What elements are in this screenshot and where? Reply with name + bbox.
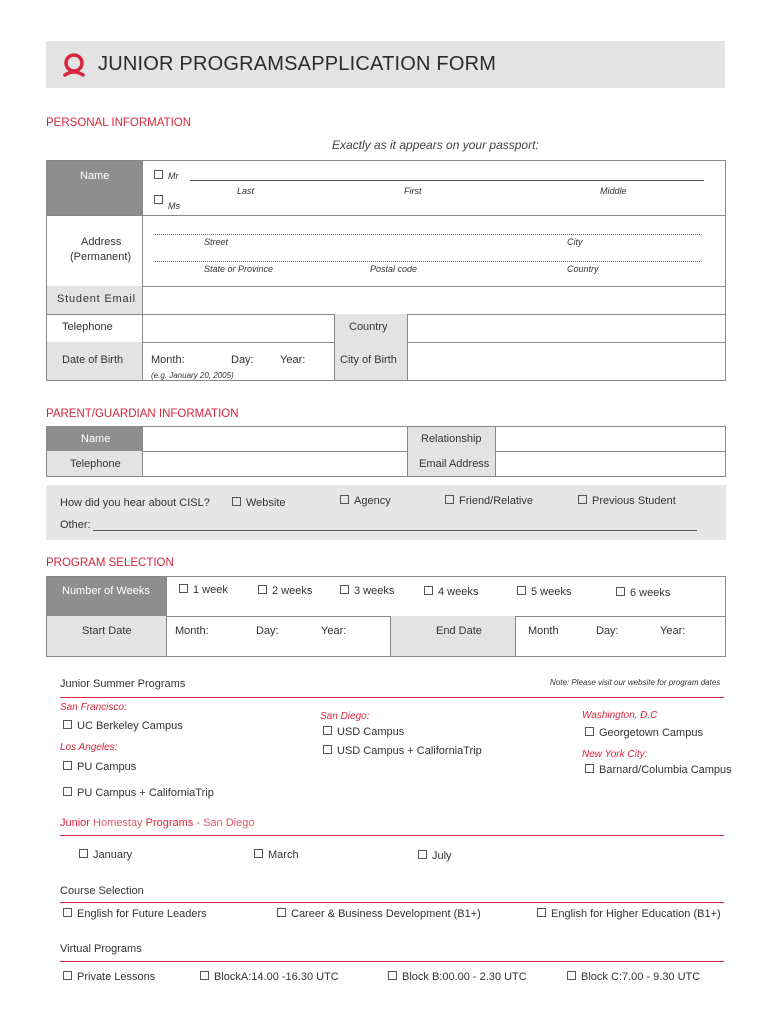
parent-telephone-label: Telephone bbox=[70, 458, 121, 470]
city-of-birth-label: City of Birth bbox=[340, 354, 397, 366]
course-divider bbox=[60, 902, 724, 903]
week-option-label: 6 weeks bbox=[630, 587, 671, 599]
uc-berkeley-option[interactable] bbox=[63, 720, 183, 732]
city-label: City bbox=[567, 237, 583, 247]
checkbox-icon[interactable] bbox=[63, 720, 72, 729]
checkbox-icon[interactable] bbox=[340, 495, 349, 504]
virtual-block-b[interactable] bbox=[388, 971, 527, 983]
homestay-july[interactable] bbox=[418, 850, 452, 862]
virtual-private-lessons[interactable] bbox=[63, 971, 155, 983]
referral-previous[interactable] bbox=[578, 495, 676, 507]
week-option-label: 5 weeks bbox=[531, 586, 572, 598]
last-label: Last bbox=[237, 186, 255, 196]
checkbox-icon[interactable] bbox=[154, 170, 163, 179]
uc-label: UC Berkeley Campus bbox=[77, 720, 183, 732]
ms-option[interactable] bbox=[154, 195, 180, 211]
week-option-label: 1 week bbox=[193, 584, 228, 596]
referral-question: How did you hear about CISL? bbox=[60, 497, 210, 509]
parent-telephone-input[interactable] bbox=[142, 451, 408, 477]
telephone-label: Telephone bbox=[62, 321, 113, 333]
country-label: Country bbox=[349, 321, 388, 333]
checkbox-icon[interactable] bbox=[418, 850, 427, 859]
email-label: Email Address bbox=[419, 458, 490, 470]
georgetown-option[interactable] bbox=[585, 727, 703, 739]
summer-divider bbox=[60, 697, 724, 698]
pu-california-label: PU Campus + CaliforniaTrip bbox=[77, 787, 214, 799]
middle-label: Middle bbox=[600, 186, 627, 196]
state-line bbox=[155, 261, 700, 262]
end-month: Month bbox=[528, 625, 559, 637]
homestay-divider bbox=[60, 835, 724, 836]
country-input[interactable] bbox=[407, 314, 726, 343]
virtual-block-c[interactable] bbox=[567, 971, 700, 983]
checkbox-icon[interactable] bbox=[254, 849, 263, 858]
course-label: English for Future Leaders bbox=[77, 908, 207, 920]
previous-label: Previous Student bbox=[592, 495, 676, 507]
telephone-input[interactable] bbox=[142, 314, 335, 343]
relationship-input[interactable] bbox=[495, 426, 726, 452]
georgetown-label: Georgetown Campus bbox=[599, 727, 703, 739]
section-personal-title: PERSONAL INFORMATION bbox=[46, 117, 192, 129]
friend-label: Friend/Relative bbox=[459, 495, 533, 507]
week-option-6[interactable] bbox=[616, 587, 670, 599]
checkbox-icon[interactable] bbox=[388, 971, 397, 980]
parent-name-input[interactable] bbox=[142, 426, 408, 452]
dc-heading: Washington, D.C bbox=[582, 710, 658, 721]
checkbox-icon[interactable] bbox=[63, 787, 72, 796]
virtual-label: Private Lessons bbox=[77, 971, 156, 983]
homestay-title-a: Junior bbox=[60, 817, 94, 829]
checkbox-icon[interactable] bbox=[323, 726, 332, 735]
summer-note: Note: Please visit our website for program dates bbox=[550, 678, 721, 687]
checkbox-icon[interactable] bbox=[63, 908, 72, 917]
homestay-title-b: Homestay bbox=[93, 817, 146, 829]
dob-month: Month: bbox=[151, 354, 185, 366]
march-label: March bbox=[268, 849, 299, 861]
virtual-label: Block C:7.00 - 9.30 UTC bbox=[581, 971, 701, 983]
virtual-title: Virtual Programs bbox=[60, 943, 142, 955]
first-label: First bbox=[404, 186, 422, 196]
barnard-label: Barnard/Columbia Campus bbox=[599, 764, 732, 776]
week-option-3[interactable] bbox=[340, 585, 394, 597]
form-title: JUNIOR PROGRAMSAPPLICATION FORM bbox=[98, 53, 497, 75]
week-option-1[interactable] bbox=[179, 584, 228, 596]
homestay-march[interactable] bbox=[254, 849, 299, 861]
start-month: Month: bbox=[175, 625, 209, 637]
sd-heading: San Diego: bbox=[320, 711, 370, 722]
ny-heading: New York City: bbox=[582, 749, 648, 760]
name-field[interactable] bbox=[142, 160, 726, 216]
week-option-label: 3 weeks bbox=[354, 585, 395, 597]
course-label: Career & Business Development (B1+) bbox=[291, 908, 481, 920]
start-date-label: Start Date bbox=[82, 625, 132, 637]
checkbox-icon[interactable] bbox=[340, 585, 349, 594]
end-date-label: End Date bbox=[436, 625, 482, 637]
postal-label: Postal code bbox=[370, 264, 418, 274]
week-option-4[interactable] bbox=[424, 586, 478, 598]
checkbox-icon[interactable] bbox=[585, 764, 594, 773]
pu-label: PU Campus bbox=[77, 761, 137, 773]
street-line bbox=[155, 234, 700, 235]
referral-website[interactable] bbox=[232, 497, 286, 509]
start-day: Day: bbox=[256, 625, 279, 637]
student-email-label: Student Email bbox=[57, 293, 136, 305]
street-label: Street bbox=[204, 237, 229, 247]
checkbox-icon[interactable] bbox=[578, 495, 587, 504]
referral-panel bbox=[46, 485, 726, 540]
passport-note: Exactly as it appears on your passport: bbox=[332, 138, 539, 152]
student-email-input[interactable] bbox=[142, 286, 726, 315]
checkbox-icon[interactable] bbox=[79, 849, 88, 858]
checkbox-icon[interactable] bbox=[277, 908, 286, 917]
dob-year: Year: bbox=[280, 354, 306, 366]
course-option-leaders[interactable] bbox=[63, 908, 207, 920]
homestay-title-d: - San Diego bbox=[193, 817, 255, 829]
checkbox-icon[interactable] bbox=[424, 586, 433, 595]
pu-california-option[interactable] bbox=[63, 787, 214, 799]
virtual-label: Block B:00.00 - 2.30 UTC bbox=[402, 971, 527, 983]
email-input[interactable] bbox=[495, 451, 726, 477]
virtual-block-a[interactable] bbox=[200, 971, 339, 983]
referral-friend[interactable] bbox=[445, 495, 533, 507]
relationship-label: Relationship bbox=[421, 433, 482, 445]
week-option-5[interactable] bbox=[517, 586, 571, 598]
homestay-title bbox=[60, 817, 254, 829]
referral-agency[interactable] bbox=[340, 495, 391, 507]
checkbox-icon[interactable] bbox=[567, 971, 576, 980]
course-option-career[interactable] bbox=[277, 908, 481, 920]
other-input-line[interactable] bbox=[93, 530, 697, 531]
checkbox-icon[interactable] bbox=[517, 586, 526, 595]
name-label-cell bbox=[46, 160, 143, 216]
dob-day: Day: bbox=[231, 354, 254, 366]
other-label: Other: bbox=[60, 519, 91, 531]
january-label: January bbox=[93, 849, 133, 861]
name-line bbox=[190, 180, 704, 181]
barnard-option[interactable] bbox=[585, 764, 732, 776]
checkbox-icon[interactable] bbox=[616, 587, 625, 596]
checkbox-icon[interactable] bbox=[537, 908, 546, 917]
end-year: Year: bbox=[660, 625, 686, 637]
course-title: Course Selection bbox=[60, 885, 144, 897]
mr-label: Mr bbox=[168, 171, 179, 181]
address-field[interactable] bbox=[142, 215, 726, 287]
parent-name-label: Name bbox=[81, 433, 111, 445]
checkbox-icon[interactable] bbox=[179, 584, 188, 593]
usd-option[interactable] bbox=[323, 726, 404, 738]
week-option-label: 2 weeks bbox=[272, 585, 313, 597]
start-year: Year: bbox=[321, 625, 347, 637]
checkbox-icon[interactable] bbox=[585, 727, 594, 736]
section-parent-title: PARENT/GUARDIAN INFORMATION bbox=[46, 408, 239, 420]
name-label: Name bbox=[80, 170, 110, 182]
logo-icon bbox=[61, 53, 87, 79]
weeks-label: Number of Weeks bbox=[62, 585, 150, 597]
address-label: Address bbox=[81, 236, 122, 248]
mr-option[interactable] bbox=[154, 170, 179, 181]
usd-label: USD Campus bbox=[337, 726, 405, 738]
checkbox-icon[interactable] bbox=[445, 495, 454, 504]
ms-label: Ms bbox=[168, 201, 180, 211]
website-label: Website bbox=[246, 497, 286, 509]
virtual-divider bbox=[60, 961, 724, 962]
virtual-label: BlockA:14.00 -16.30 UTC bbox=[214, 971, 339, 983]
section-program-title: PROGRAM SELECTION bbox=[46, 557, 174, 569]
july-label: July bbox=[432, 850, 452, 862]
week-option-2[interactable] bbox=[258, 585, 312, 597]
course-option-higher-ed[interactable] bbox=[537, 908, 721, 920]
checkbox-icon[interactable] bbox=[200, 971, 209, 980]
checkbox-icon[interactable] bbox=[323, 745, 332, 754]
state-label: State or Province bbox=[204, 264, 274, 274]
course-label: English for Higher Education (B1+) bbox=[551, 908, 721, 920]
week-option-label: 4 weeks bbox=[438, 586, 479, 598]
city-of-birth-input[interactable] bbox=[407, 342, 726, 381]
end-day: Day: bbox=[596, 625, 619, 637]
usd-california-label: USD Campus + CaliforniaTrip bbox=[337, 745, 482, 757]
checkbox-icon[interactable] bbox=[63, 971, 72, 980]
checkbox-icon[interactable] bbox=[232, 497, 241, 506]
pu-option[interactable] bbox=[63, 761, 136, 773]
dob-example: (e.g. January 20, 2005) bbox=[151, 371, 234, 380]
checkbox-icon[interactable] bbox=[154, 195, 163, 204]
homestay-title-c: Programs bbox=[145, 817, 194, 829]
checkbox-icon[interactable] bbox=[63, 761, 72, 770]
checkbox-icon[interactable] bbox=[258, 585, 267, 594]
usd-california-option[interactable] bbox=[323, 745, 482, 757]
address-sub-label: (Permanent) bbox=[70, 251, 132, 263]
la-heading: Los Angeles: bbox=[60, 742, 118, 753]
homestay-january[interactable] bbox=[79, 849, 132, 861]
summer-title: Junior Summer Programs bbox=[60, 678, 186, 690]
dob-label: Date of Birth bbox=[62, 354, 124, 366]
agency-label: Agency bbox=[354, 495, 391, 507]
country-sub-label: Country bbox=[567, 264, 599, 274]
sf-heading: San Francisco: bbox=[60, 702, 127, 713]
